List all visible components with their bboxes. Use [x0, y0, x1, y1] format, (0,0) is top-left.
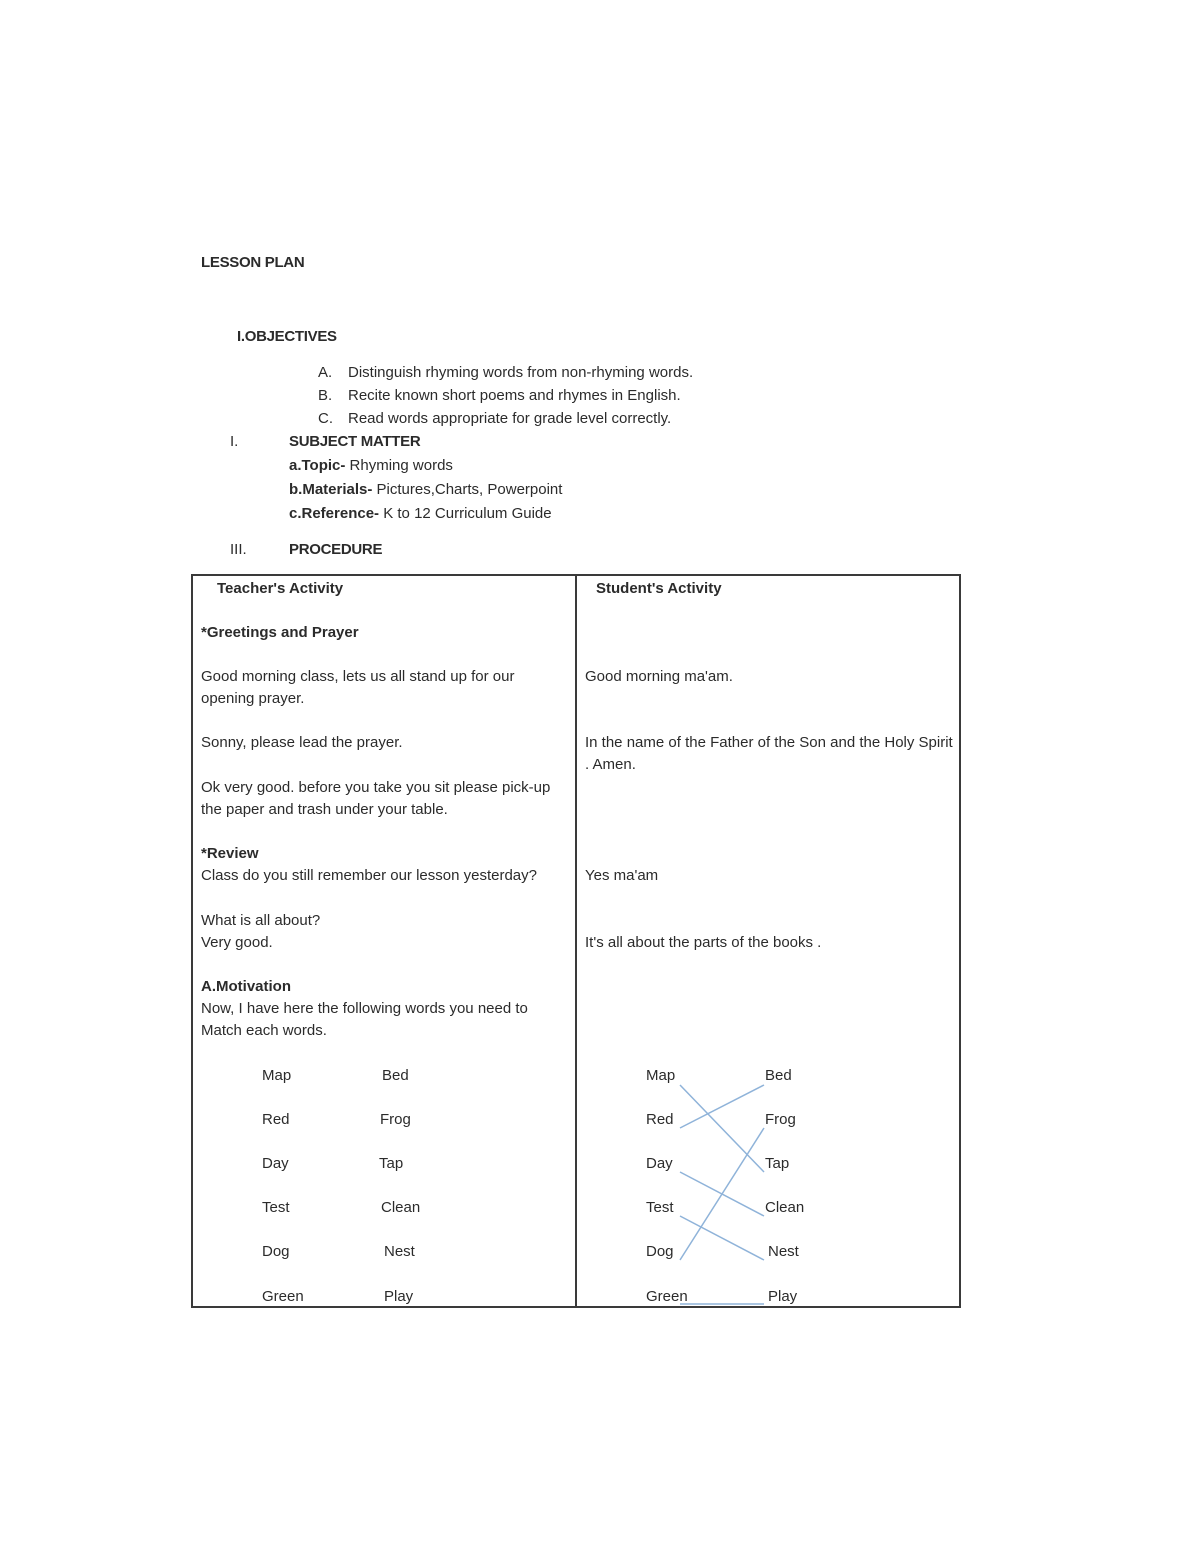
procedure-heading: PROCEDURE	[289, 541, 383, 558]
teacher-right-word: Tap	[379, 1155, 404, 1172]
reference-value: K to 12 Curriculum Guide	[379, 505, 552, 522]
student-right-word: Nest	[768, 1243, 799, 1260]
teacher-activity-header: Teacher's Activity	[217, 580, 344, 597]
topic-label: a.Topic-	[289, 457, 346, 474]
teacher-right-word: Play	[384, 1288, 414, 1305]
student-right-word: Frog	[765, 1111, 796, 1128]
teacher-right-word: Nest	[384, 1243, 415, 1260]
materials-value: Pictures,Charts, Powerpoint	[372, 481, 563, 498]
subject-matter-heading: SUBJECT MATTER	[289, 433, 421, 450]
teacher-review-question: Class do you still remember our lesson yesterday?	[201, 867, 537, 884]
student-prayer: In the name of the Father of the Son and the Holy Spirit . Amen.	[585, 734, 953, 773]
teacher-left-word: Day	[262, 1155, 289, 1172]
student-activity-header: Student's Activity	[596, 580, 722, 597]
objective-text: Recite known short poems and rhymes in English.	[348, 387, 681, 404]
student-right-word: Tap	[765, 1155, 790, 1172]
objective-letter: C.	[318, 410, 333, 427]
teacher-about-question: What is all about?	[201, 912, 321, 929]
document-title: LESSON PLAN	[201, 254, 305, 271]
teacher-left-word: Red	[262, 1111, 290, 1128]
teacher-left-word: Map	[262, 1067, 292, 1084]
student-right-word: Play	[768, 1288, 798, 1305]
reference-label: c.Reference-	[289, 505, 380, 522]
objective-letter: B.	[318, 387, 333, 404]
teacher-sit-instruction: Ok very good. before you take you sit please pick-up the paper and trash under your table.	[201, 779, 551, 818]
greetings-heading: *Greetings and Prayer	[201, 624, 359, 641]
student-review-answer: Yes ma'am	[585, 867, 659, 884]
student-left-word: Red	[646, 1111, 674, 1128]
student-left-word: Day	[646, 1155, 673, 1172]
student-right-word: Clean	[765, 1199, 805, 1216]
procedure-number: III.	[230, 541, 247, 558]
match-line	[680, 1085, 764, 1172]
teacher-right-word: Frog	[380, 1111, 411, 1128]
review-heading: *Review	[201, 845, 259, 862]
student-left-word: Test	[646, 1199, 674, 1216]
teacher-motivation-text: Now, I have here the following words you need to Match each words.	[201, 1000, 528, 1039]
teacher-greeting: Good morning class, lets us all stand up for our opening prayer.	[201, 668, 515, 707]
objectives-heading: I.OBJECTIVES	[237, 328, 337, 345]
student-left-word: Green	[646, 1288, 688, 1305]
topic-value: Rhyming words	[345, 457, 453, 474]
match-line	[680, 1128, 764, 1260]
subject-matter-number: I.	[230, 433, 239, 450]
teacher-right-word: Clean	[381, 1199, 421, 1216]
materials-label: b.Materials-	[289, 481, 373, 498]
teacher-left-word: Green	[262, 1288, 304, 1305]
student-greeting: Good morning ma'am.	[585, 668, 733, 685]
match-line	[680, 1216, 764, 1260]
teacher-left-word: Test	[262, 1199, 290, 1216]
objective-letter: A.	[318, 364, 333, 381]
match-line	[680, 1085, 764, 1128]
teacher-very-good: Very good.	[201, 934, 273, 951]
teacher-lead-prayer: Sonny, please lead the prayer.	[201, 734, 403, 751]
student-left-word: Dog	[646, 1243, 674, 1260]
student-right-word: Bed	[765, 1067, 792, 1084]
motivation-heading: A.Motivation	[201, 978, 291, 995]
teacher-right-word: Bed	[382, 1067, 409, 1084]
objective-text: Distinguish rhyming words from non-rhyming words.	[348, 364, 694, 381]
student-left-word: Map	[646, 1067, 676, 1084]
objective-text: Read words appropriate for grade level correctly.	[348, 410, 672, 427]
teacher-left-word: Dog	[262, 1243, 290, 1260]
student-about-answer: It's all about the parts of the books .	[585, 934, 822, 951]
